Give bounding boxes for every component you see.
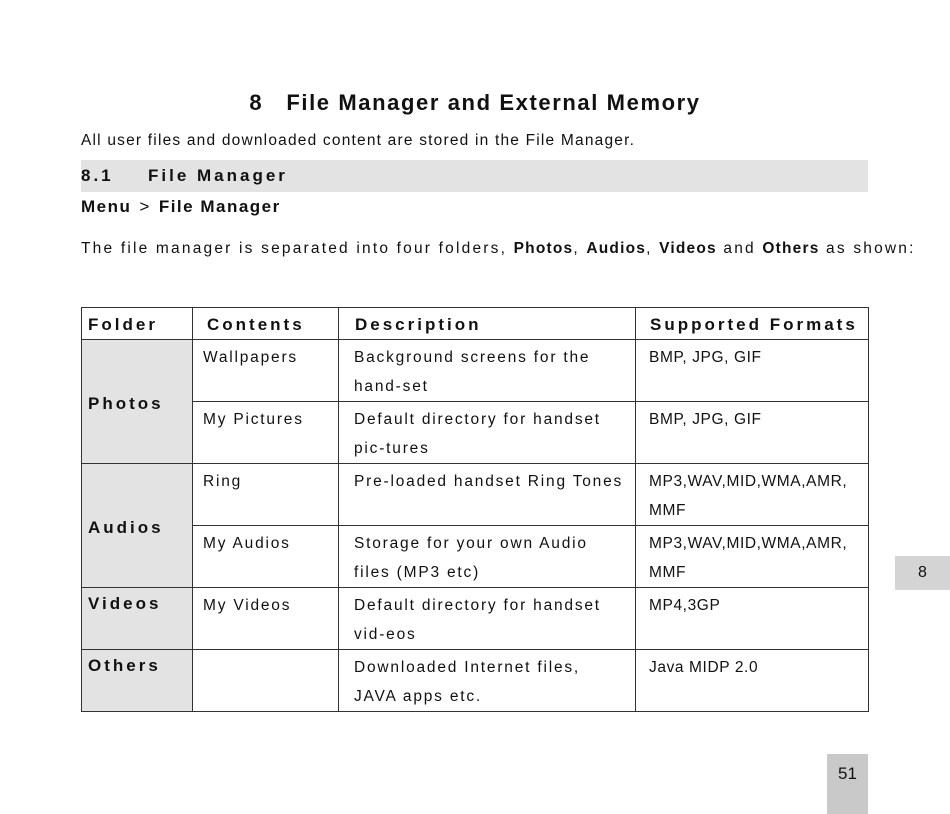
menu-path-first: Menu: [81, 197, 132, 216]
section-number: 8.1: [81, 166, 114, 185]
table-row: [82, 402, 869, 464]
chapter-side-tab: 8: [895, 556, 950, 590]
header-folder: Folder: [82, 308, 193, 340]
table-row: [82, 650, 869, 712]
header-supported-formats: Supported Formats: [636, 308, 869, 340]
cell-formats: MP4,3GP: [636, 588, 869, 650]
folder-photos: Photos: [82, 340, 193, 464]
chapter-title-text: File Manager and External Memory: [286, 90, 701, 115]
section-title: File Manager: [148, 166, 288, 185]
cell-description: Background screens for the hand-set: [339, 340, 636, 402]
cell-contents: [193, 650, 339, 712]
folder-table: [81, 307, 869, 712]
folder-audios: Audios: [82, 464, 193, 588]
cell-formats: MP3,WAV,MID,WMA,AMR, MMF: [636, 464, 869, 526]
lead-folder-photos: Photos: [513, 240, 574, 257]
lead-suffix: as shown:: [819, 240, 916, 257]
lead-comma: ,: [646, 240, 660, 257]
lead-comma: ,: [573, 240, 587, 257]
cell-contents: My Audios: [193, 526, 339, 588]
table-row: [82, 588, 869, 650]
cell-description: Pre-loaded handset Ring Tones: [339, 464, 636, 526]
lead-folder-audios: Audios: [586, 240, 647, 257]
page-number: 51: [827, 754, 868, 814]
folder-videos: Videos: [82, 588, 193, 650]
menu-path-separator: >: [139, 197, 151, 216]
cell-contents: Wallpapers: [193, 340, 339, 402]
menu-path: [81, 197, 281, 217]
cell-description: Storage for your own Audio files (MP3 etc): [339, 526, 636, 588]
lead-folder-videos: Videos: [659, 240, 717, 257]
cell-formats: MP3,WAV,MID,WMA,AMR, MMF: [636, 526, 869, 588]
cell-description: Default directory for handset pic-tures: [339, 402, 636, 464]
table-header-row: [82, 308, 869, 340]
cell-formats: BMP, JPG, GIF: [636, 402, 869, 464]
cell-description: Downloaded Internet files, JAVA apps etc.: [339, 650, 636, 712]
chapter-number: 8: [249, 90, 264, 115]
lead-and: and: [716, 240, 763, 257]
cell-formats: Java MIDP 2.0: [636, 650, 869, 712]
cell-formats: BMP, JPG, GIF: [636, 340, 869, 402]
cell-contents: My Videos: [193, 588, 339, 650]
lead-folder-others: Others: [762, 240, 820, 257]
cell-description: Default directory for handset vid-eos: [339, 588, 636, 650]
cell-contents: My Pictures: [193, 402, 339, 464]
chapter-title: [0, 90, 950, 116]
table-row: [82, 526, 869, 588]
cell-contents: Ring: [193, 464, 339, 526]
menu-path-second: File Manager: [158, 197, 281, 216]
table-row: [82, 464, 869, 526]
table-row: [82, 340, 869, 402]
folder-others: Others: [82, 650, 193, 712]
lead-prefix: The file manager is separated into four folders,: [81, 240, 514, 257]
header-description: Description: [339, 308, 636, 340]
header-contents: Contents: [193, 308, 339, 340]
intro-text: All user files and downloaded content are stored in the File Manager.: [81, 132, 636, 149]
lead-paragraph: [81, 240, 916, 258]
